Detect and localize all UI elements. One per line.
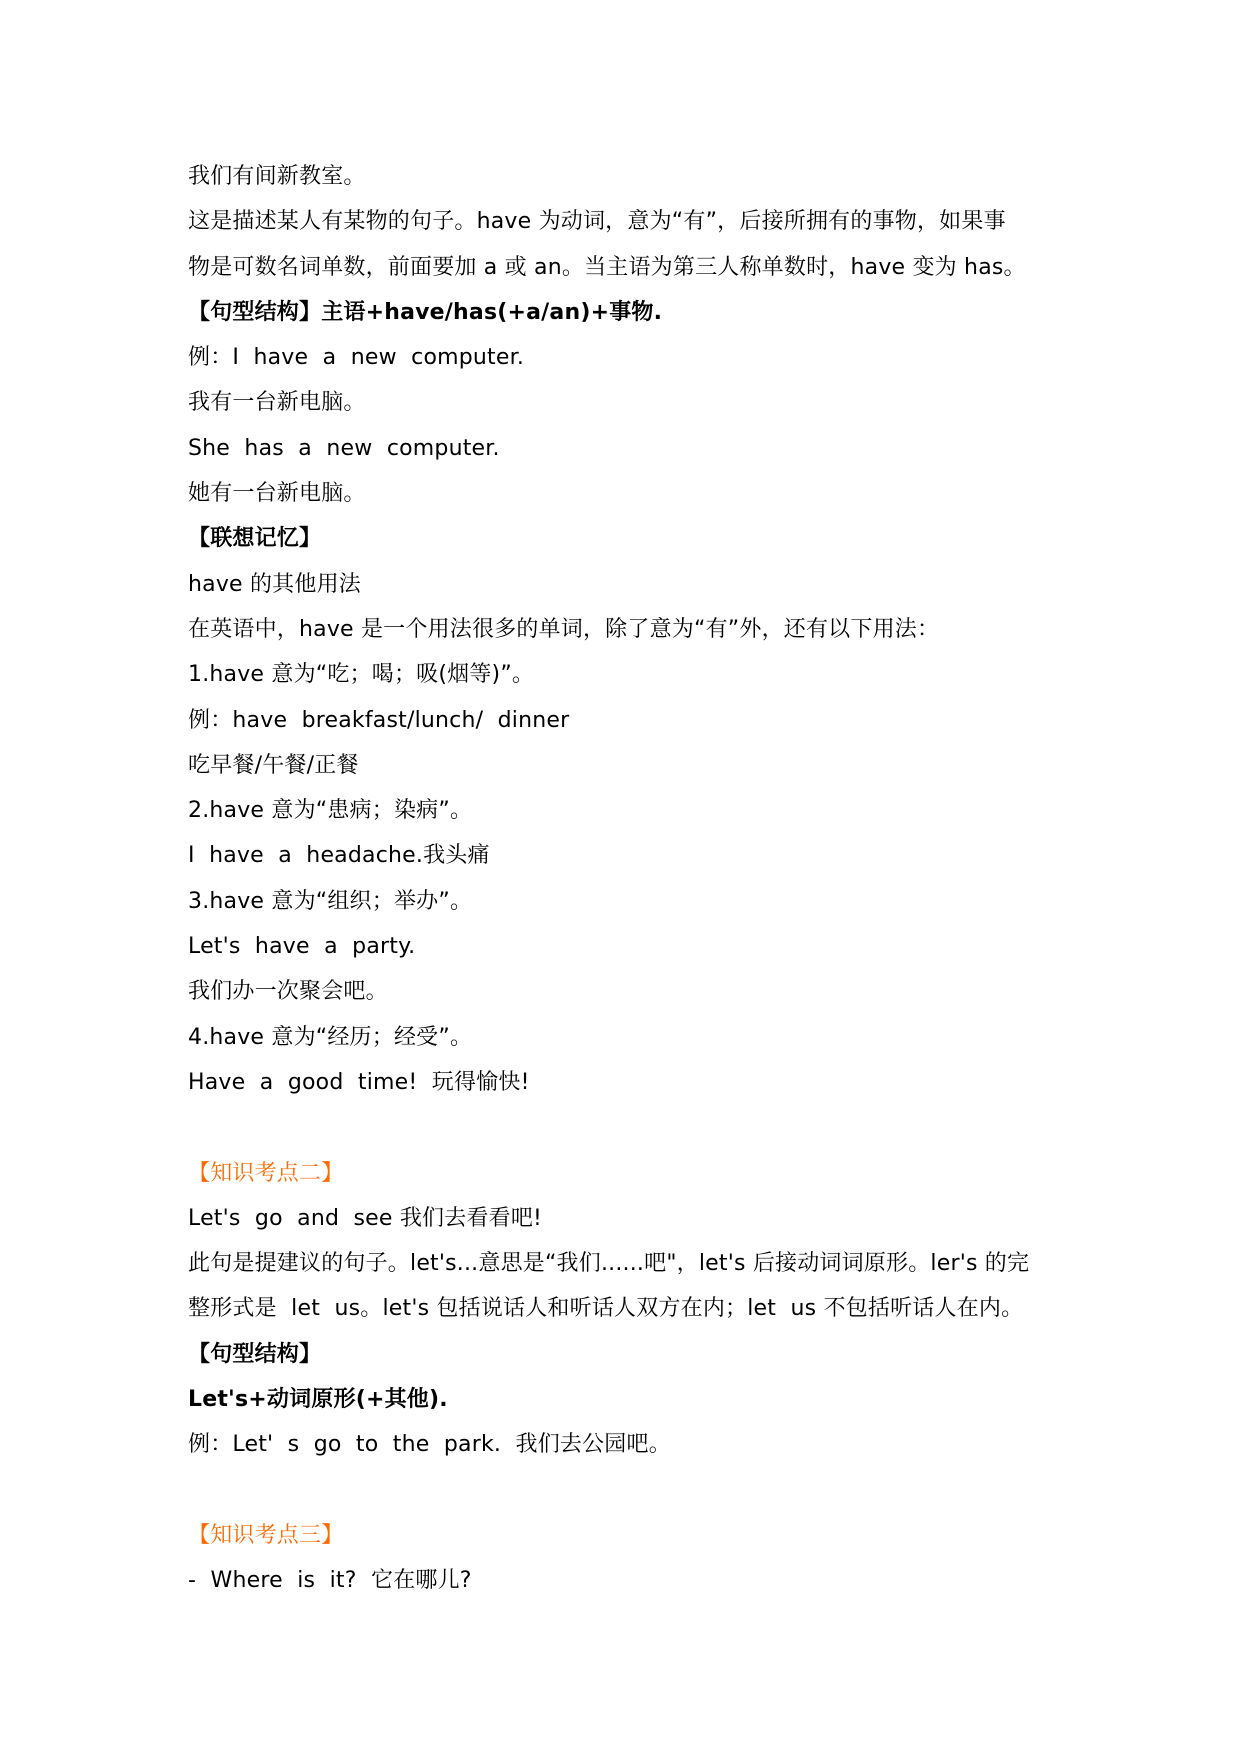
knowledge-point-heading: 【知识考点三】 <box>188 1522 344 1548</box>
knowledge-point-heading: 【知识考点二】 <box>188 1160 344 1186</box>
document-body <box>188 154 1088 1604</box>
text-line: 物是可数名词单数，前面要加 a 或 an。当主语为第三人称单数时，have 变为 has。 <box>188 254 1026 280</box>
usage-line: 3.have 意为“组织；举办”。 <box>188 888 473 914</box>
section-heading: 【句型结构】 <box>188 1341 322 1367</box>
section-heading: 【句型结构】主语+have/has(+a/an)+事物. <box>188 299 663 325</box>
example-line: Let's go and see 我们去看看吧! <box>188 1205 543 1231</box>
text-line: 我们有间新教室。 <box>188 164 366 189</box>
example-line: Have a good time! 玩得愉快! <box>188 1069 530 1095</box>
blank-gap <box>188 1105 1088 1150</box>
usage-line: 4.have 意为“经历；经受”。 <box>188 1024 473 1050</box>
translation-line: 吃早餐/午餐/正餐 <box>188 752 359 778</box>
example-line: I have a headache.我头痛 <box>188 843 490 869</box>
usage-line: 1.have 意为“吃；喝；吸(烟等)”。 <box>188 662 535 688</box>
example-line: - Where is it? 它在哪儿? <box>188 1568 472 1594</box>
text-line: have 的其他用法 <box>188 571 361 597</box>
example-line: 例：Let' s go to the park. 我们去公园吧。 <box>188 1432 671 1458</box>
text-line: 此句是提建议的句子。let's...意思是“我们......吧"，let's 后接动词词原形。ler's 的完 <box>188 1251 1030 1277</box>
text-line: 这是描述某人有某物的句子。have 为动词，意为“有”，后接所拥有的事物，如果事 <box>188 209 1006 235</box>
translation-line: 我们办一次聚会吧。 <box>188 979 388 1005</box>
section-heading: 【联想记忆】 <box>188 526 322 552</box>
usage-line: 2.have 意为“患病；染病”。 <box>188 798 473 824</box>
example-line: 例：I have a new computer. <box>188 345 525 371</box>
example-line: Let's have a party. <box>188 934 416 960</box>
pattern-line: Let's+动词原形(+其他). <box>188 1387 448 1413</box>
example-line: 例：have breakfast/lunch/ dinner <box>188 707 570 733</box>
text-line: 整形式是 let us。let's 包括说话人和听话人双方在内；let us 不包括听话人在内。 <box>188 1296 1024 1322</box>
translation-line: 她有一台新电脑。 <box>188 481 366 507</box>
blank-gap <box>188 1468 1088 1513</box>
text-line: 在英语中，have 是一个用法很多的单词，除了意为“有”外，还有以下用法： <box>188 616 940 642</box>
translation-line: 我有一台新电脑。 <box>188 390 366 416</box>
example-line: She has a new computer. <box>188 435 500 461</box>
